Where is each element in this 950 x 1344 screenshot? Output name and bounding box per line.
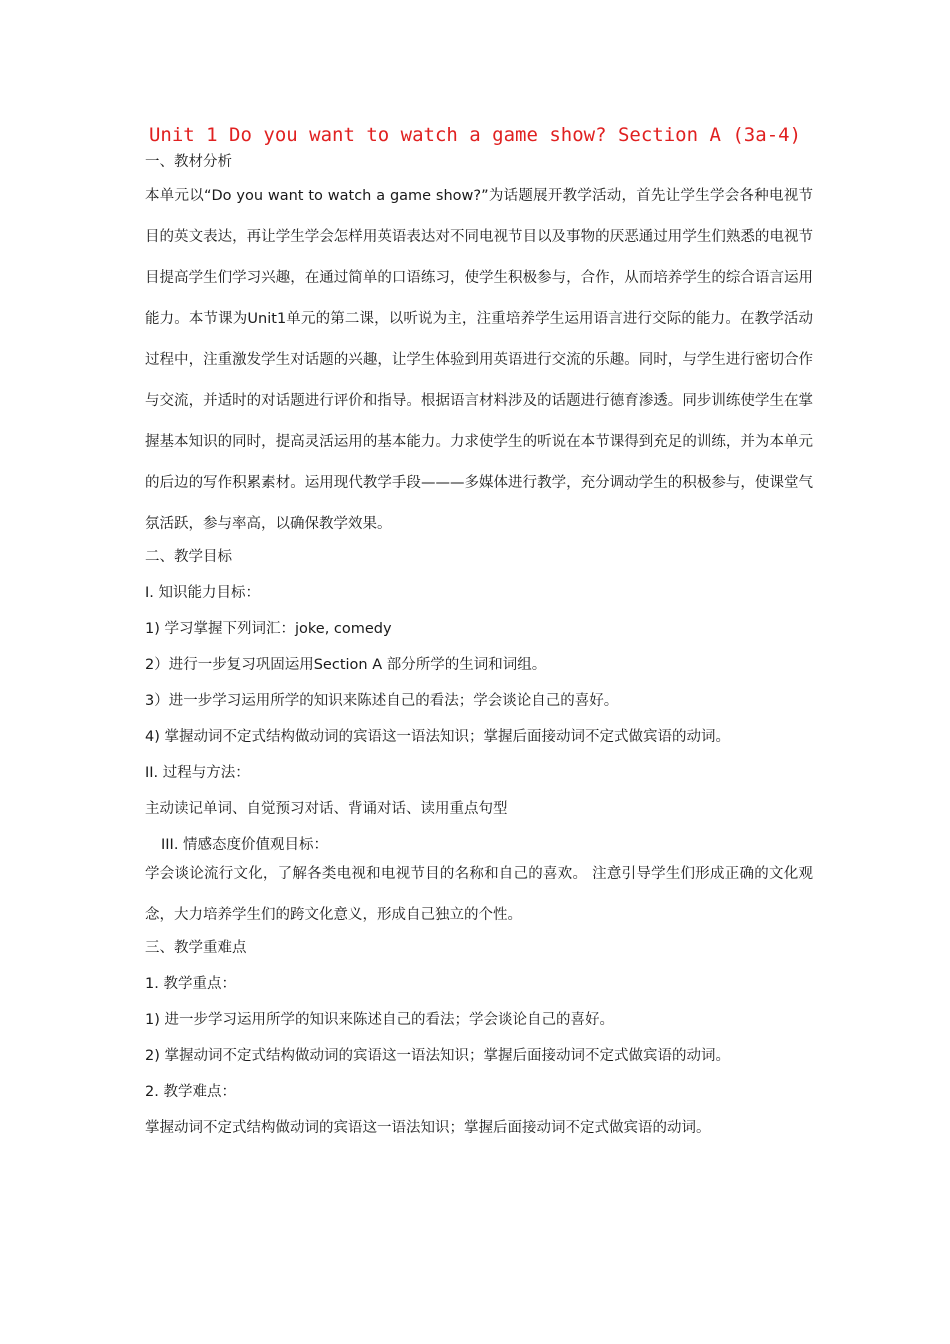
objective-item: 2）进行一步复习巩固运用Section A 部分所学的生词和词组。 bbox=[145, 657, 547, 673]
objective-attitude-text: 学会谈论流行文化，了解各类电视和电视节目的名称和自己的喜欢。 注意引导学生们形成正确的文化观念，大力培养学生们的跨文化意义，形成自己独立的个性。 bbox=[145, 866, 813, 923]
section-heading-key-points: 三、教学重难点 bbox=[145, 940, 247, 956]
key-point-item: 2) 掌握动词不定式结构做动词的宾语这一语法知识；掌握后面接动词不定式做宾语的动词。 bbox=[145, 1048, 730, 1064]
document-title: Unit 1 Do you want to watch a game show? Section A (3a-4) bbox=[148, 124, 802, 146]
objective-process-text: 主动读记单词、自觉预习对话、背诵对话、读用重点句型 bbox=[145, 801, 508, 817]
objective-item: 3）进一步学习运用所学的知识来陈述自己的看法；学会谈论自己的喜好。 bbox=[145, 693, 619, 709]
section-heading-objectives: 二、教学目标 bbox=[145, 549, 232, 565]
document-body bbox=[145, 150, 835, 1140]
objective-process-heading: II. 过程与方法： bbox=[145, 765, 250, 781]
section-heading-analysis: 一、教材分析 bbox=[145, 154, 232, 170]
objective-knowledge-heading: I. 知识能力目标： bbox=[145, 585, 260, 601]
difficult-points-heading: 2. 教学难点： bbox=[145, 1084, 236, 1100]
key-point-item: 1) 进一步学习运用所学的知识来陈述自己的看法；学会谈论自己的喜好。 bbox=[145, 1012, 614, 1028]
analysis-paragraph: 本单元以“Do you want to watch a game show?”为话题展开教学活动，首先让学生学会各种电视节目的英文表达，再让学生学会怎样用英语表达对不同电视节目以及事物的厌恶通过用学生们熟悉的电视节目提高学生们学习兴趣，在通过简单的口语练习，使学生积极参与，合作，从而培养学生的综合语言运用能力。本节课为Unit1单元的第二课，以听说为主，注重培养学生运用语言进行交际的能力。在教学活动过程中，注重激发学生对话题的兴趣，让学生体验到用英语进行交流的乐趣。同时，与学生进行密切合作与交流，并适时的对话题进行评价和指导。根据语言材料涉及的话题进行德育渗透。同步训练使学生在掌握基本知识的同时，提高灵活运用的基本能力。力求使学生的听说在本节课得到充足的训练，并为本单元的后边的写作积累素材。运用现代教学手段———多媒体进行教学，充分调动学生的积极参与，使课堂气氛活跃，参与率高，以确保教学效果。 bbox=[145, 188, 813, 532]
key-points-heading: 1. 教学重点： bbox=[145, 976, 236, 992]
difficult-point-text: 掌握动词不定式结构做动词的宾语这一语法知识；掌握后面接动词不定式做宾语的动词。 bbox=[145, 1120, 711, 1136]
objective-attitude-heading: III. 情感态度价值观目标： bbox=[161, 837, 329, 853]
objective-item: 1) 学习掌握下列词汇：joke, comedy bbox=[145, 621, 392, 637]
objective-item: 4) 掌握动词不定式结构做动词的宾语这一语法知识；掌握后面接动词不定式做宾语的动词。 bbox=[145, 729, 730, 745]
